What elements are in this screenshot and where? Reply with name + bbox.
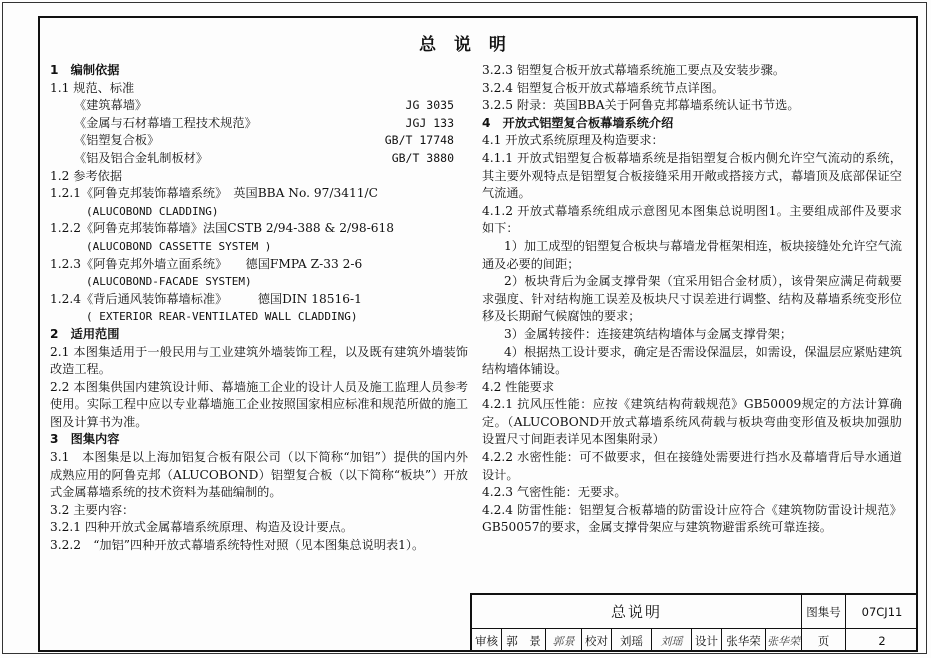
designer-label: 设计 [692, 629, 722, 652]
paragraph-4-2-4: 4.2.4 防雷性能：铝塑复合板幕墙的防雷设计应符合《建筑物防雷设计规范》GB50057的要求，金属支撑骨架应与建筑物避雷系统可靠连接。 [482, 502, 902, 535]
paragraph-2-2: 2.2 本图集供国内建筑设计师、幕墙施工企业的设计人员及施工监理人员参考使用。实际工程中应以专业幕墙施工企业按照国家相应标准和规范所做的施工图及计算书为准。 [50, 379, 468, 429]
component-item-3: 3）金属转接件：连接建筑结构墙体与金属支撑骨架； [504, 326, 793, 341]
reference-3: 1.2.3《阿鲁克邦外墙立面系统》 德国FMPA Z-33 2-6 [50, 256, 363, 271]
checker-signature: 刘瑶 [652, 629, 692, 652]
reference-2-en: (ALUCOBOND CASSETTE SYSTEM ) [86, 239, 272, 253]
paragraph-3-2-2: 3.2.2 “加铝”四种开放式幕墙系统特性对照（见本图集总说明表1）。 [50, 538, 425, 553]
designer-signature: 张华荣 [766, 629, 802, 652]
section-4-2: 4.2 性能要求 [482, 379, 555, 394]
reference-3-en: (ALUCOBOND-FACADE SYSTEM) [86, 275, 252, 289]
component-item-1: 1）加工成型的铝塑复合板块与幕墙龙骨框架相连，板块接缝处允许空气流通及必要的间距； [482, 238, 902, 271]
paragraph-3-2: 3.2 主要内容： [50, 502, 135, 517]
paragraph-4-2-2: 4.2.2 水密性能：可不做要求，但在接缝处需要进行挡水及幕墙背后导水通道设计。 [482, 450, 902, 482]
standard-ref: 《铝塑复合板》 GB/T 17748 [74, 133, 454, 148]
designer-name: 张华荣 [722, 629, 766, 652]
paragraph-3-1: 3.1 本图集是以上海加铝复合板有限公司（以下简称“加铝”）提供的国内外成熟应用的阿鲁克邦（ALUCOBOND）铝塑复合板（以下简称“板块”）开放式金属幕墙系统的技术资料为基础编制的。 [50, 450, 468, 500]
paragraph-3-2-4: 3.2.4 铝塑复合板开放式幕墙系统节点详图。 [482, 80, 725, 95]
section-1-1: 1.1 规范、标准 [50, 80, 135, 95]
reviewer-signature: 郭景 [546, 629, 582, 652]
section-3-heading: 3 图集内容 [50, 432, 120, 447]
component-item-4: 4）根据热工设计要求，确定是否需设保温层，如需设，保温层应紧贴建筑结构墙体铺设。 [482, 344, 902, 377]
drawing-name: 总说明 [472, 595, 802, 628]
paragraph-3-2-1: 3.2.1 四种开放式金属幕墙系统原理、构造及设计要点。 [50, 520, 354, 535]
section-2-heading: 2 适用范围 [50, 326, 120, 341]
right-column [482, 62, 902, 537]
paragraph-3-2-5: 3.2.5 附录：英国BBA关于阿鲁克邦幕墙系统认证书节选。 [482, 98, 800, 113]
standard-ref: 《建筑幕墙》 JG 3035 [74, 98, 454, 113]
paragraph-2-1: 2.1 本图集适用于一般民用与工业建筑外墙装饰工程，以及既有建筑外墙装饰改造工程。 [50, 344, 468, 377]
paragraph-4-1-1: 4.1.1 开放式铝塑复合板幕墙系统是指铝塑复合板内侧允许空气流动的系统，其主要外观特点是铝塑复合板接缝采用开敞或搭接方式，幕墙顶及底部保证空气流通。 [482, 150, 902, 201]
reference-1-en: (ALUCOBOND CLADDING) [86, 204, 219, 218]
paragraph-4-2-1: 4.2.1 抗风压性能：应按《建筑结构荷载规范》GB50009规定的方法计算确定。（ALUCOBOND开放式幕墙系统风荷载与板块弯曲变形值及板块加强肋设置尺寸间距表详见本图集附录） [482, 397, 902, 447]
atlas-number: 07CJ11 [861, 604, 903, 619]
reviewer-label: 审核 [472, 629, 502, 652]
page-label: 页 [802, 629, 846, 652]
reviewer-name: 郭 景 [502, 629, 546, 652]
section-1-heading: 1 编制依据 [50, 63, 120, 77]
title-block [470, 593, 918, 652]
reference-4: 1.2.4《背后通风装饰幕墙标准》 德国DIN 18516-1 [50, 291, 362, 306]
component-item-2: 2）板块背后为金属支撑骨架（宜采用铝合金材质），该骨架应满足荷载要求强度、针对结构施工误差及板块尺寸误差进行调整、结构及幕墙系统变形位移及长期耐气候腐蚀的要求； [482, 274, 902, 324]
reference-1: 1.2.1《阿鲁克邦装饰幕墙系统》 英国BBA No. 97/3411/C [50, 186, 378, 201]
standard-ref: 《金属与石材幕墙工程技术规范》 JGJ 133 [74, 115, 454, 130]
left-column [50, 62, 468, 555]
title-block-row-2 [472, 629, 918, 652]
reference-4-en: ( EXTERIOR REAR-VENTILATED WALL CLADDING) [86, 310, 358, 324]
standard-ref: 《铝及铝合金轧制板材》 GB/T 3880 [74, 150, 454, 165]
paragraph-4-2-3: 4.2.3 气密性能：无要求。 [482, 485, 627, 500]
reference-2: 1.2.2《阿鲁克邦装饰幕墙》法国CSTB 2/94-388 & 2/98-618 [50, 221, 394, 236]
checker-label: 校对 [582, 629, 612, 652]
section-4-heading: 4 开放式铝塑复合板幕墙系统介绍 [482, 115, 674, 130]
page-title: 总 说 明 [419, 35, 512, 55]
paragraph-4-1-2: 4.1.2 开放式幕墙系统组成示意图见本图集总说明图1。主要组成部件及要求如下： [482, 203, 902, 236]
atlas-number-label: 图集号 [802, 595, 846, 628]
section-1-2: 1.2 参考依据 [50, 168, 123, 183]
checker-name: 刘瑶 [612, 629, 652, 652]
section-4-1: 4.1 开放式系统原理及构造要求： [482, 133, 664, 148]
paragraph-3-2-3: 3.2.3 铝塑复合板开放式幕墙系统施工要点及安装步骤。 [482, 63, 786, 77]
page-number: 2 [878, 633, 886, 648]
title-block-row-1 [472, 595, 918, 629]
